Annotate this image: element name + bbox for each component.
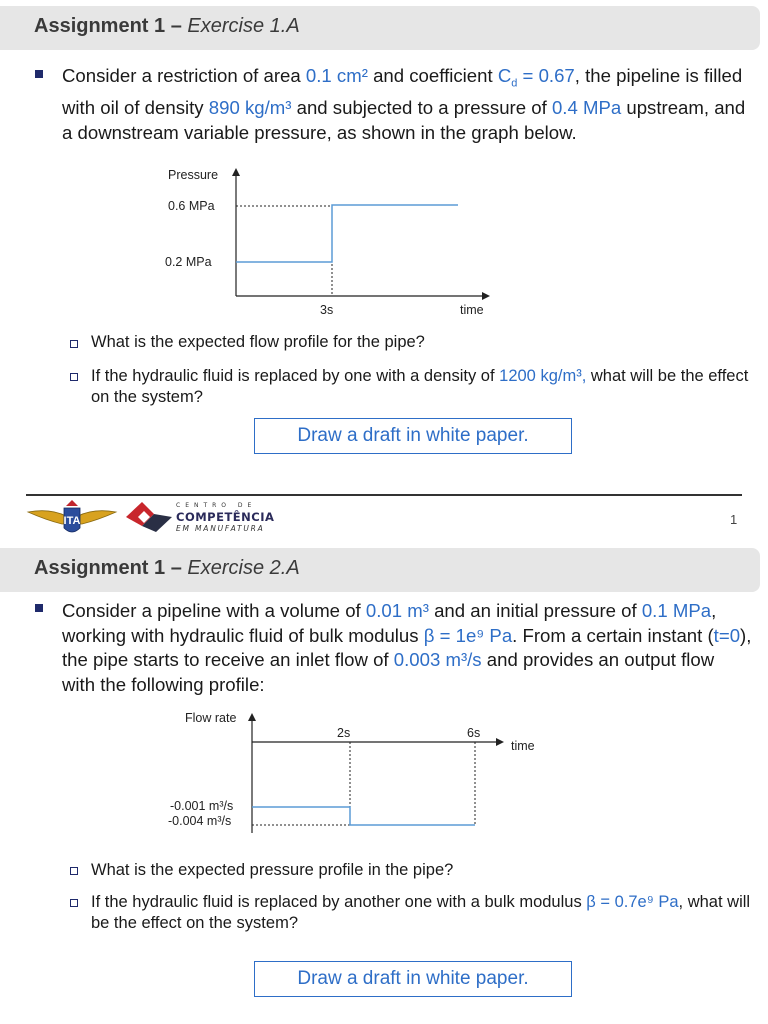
y-axis-label: Pressure [168,168,219,182]
draft-instruction-box: Draw a draft in white paper. [254,961,572,997]
exercise-statement: Consider a pipeline with a volume of 0.01 m³ and an initial pressure of 0.1 MPa, working with hydraulic fluid of bulk modulus β = 1e⁹ Pa. From a certain instant (t=0), the pipe starts to receive an inlet flow of 0.003 m³/s and provides an output flow with the following profile: [62,600,752,695]
x-tick-3s: 3s [320,303,334,317]
sub-bullet-icon [70,867,78,875]
slide-exercise-2a [0,540,768,1024]
y-axis-label: Flow rate [185,711,237,725]
pressure-series-line [236,205,458,262]
question-2: If the hydraulic fluid is replaced by another one with a bulk modulus β = 0.7e⁹ Pa, what will be the effect on the system? [91,893,751,932]
x-axis-label: time [460,303,484,317]
x-tick-6s: 6s [467,726,481,740]
y-tick-low: 0.2 MPa [165,255,212,269]
draft-instruction-box: Draw a draft in white paper. [254,418,572,454]
bullet-icon [33,602,45,614]
title-bar [0,548,760,592]
y-tick-high: 0.6 MPa [168,199,215,213]
question-2: If the hydraulic fluid is replaced by one with a density of 1200 kg/m³, what will be the effect on the system? [91,367,749,406]
x-axis-arrow-icon [482,292,490,300]
title-bar [0,6,760,50]
page-number: 1 [730,512,738,527]
y-tick-low: -0.004 m³/s [168,814,232,828]
slide-title: Assignment 1 – Exercise 1.A [34,15,300,37]
ita-logo-icon [26,498,118,538]
x-axis-arrow-icon [496,738,504,746]
bullet-icon [33,68,45,80]
slide-title: Assignment 1 – Exercise 2.A [34,557,300,579]
sub-bullet-icon [70,899,78,907]
y-axis-arrow-icon [248,713,256,721]
competencia-logo-text: CENTRO DE COMPETÊNCIA EM MANUFATURA [176,502,275,533]
flow-rate-chart [160,705,560,835]
y-tick-high: -0.001 m³/s [170,799,234,813]
slide-exercise-1a [0,0,768,490]
y-axis-arrow-icon [232,168,240,176]
sub-bullet-icon [70,340,78,348]
competencia-logo-icon [124,500,174,534]
question-1: What is the expected flow profile for the pipe? [91,333,425,351]
x-axis-label: time [511,739,535,753]
sub-bullet-icon [70,373,78,381]
question-1: What is the expected pressure profile in the pipe? [91,861,454,879]
footer-divider [26,494,742,496]
svg-text:ITA: ITA [63,515,81,527]
x-tick-2s: 2s [337,726,351,740]
exercise-statement: Consider a restriction of area 0.1 cm² and coefficient $C_d = 0.67$, the pipeline is filled with oil of density 890 kg/m³ and subjected to a pressure of 0.4 MPa upstream, and a downstream variable pressure, as shown in the graph below. [62,65,746,143]
flow-series-line [252,807,475,825]
pressure-chart [150,160,510,325]
